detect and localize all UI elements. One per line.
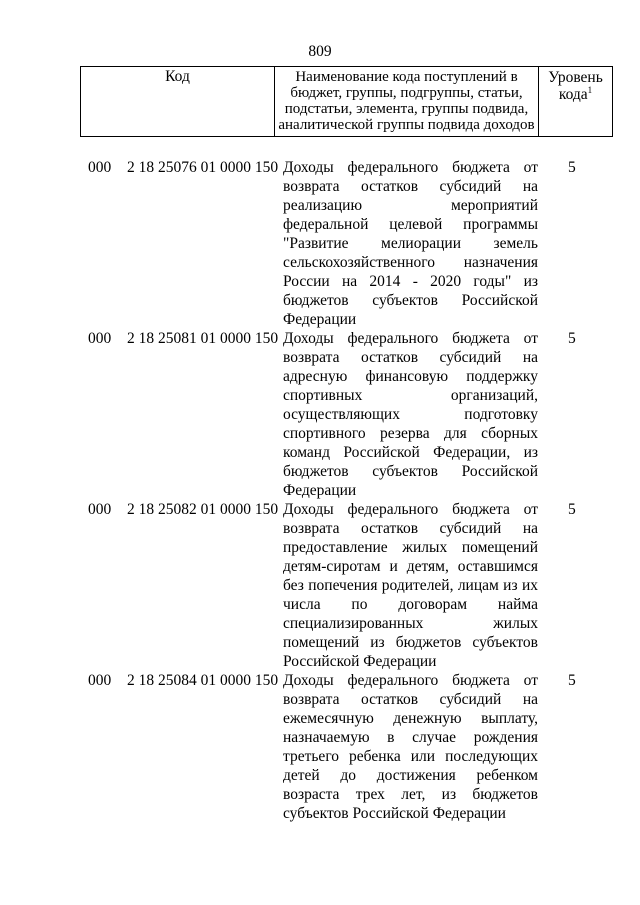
row-code: 2 18 25076 01 0000 150: [127, 159, 279, 176]
row-name: Доходы федерального бюджета от возврата остатков субсидий на предоставление жилых помещений детям-сиротам и детям, оставшимся без попечения родителей, лицам из их числа по договорам найма специализированных жилых помещений из бюджетов субъектов Российской Федерации: [283, 501, 538, 670]
row-name: Доходы федерального бюджета от возврата остатков субсидий на адресную финансовую поддержку спортивных организаций, осуществляющих подготовку спортивного резерва для сборных команд Российской Федерации, из бюджетов субъектов Российской Федерации: [283, 330, 538, 499]
table-row: [0, 158, 640, 329]
table-header: [80, 66, 613, 137]
table-row: [0, 671, 640, 823]
row-admin-code: 000: [88, 501, 112, 518]
row-admin-code: 000: [88, 672, 112, 689]
header-name: Наименование кода поступлений в бюджет, группы, подгруппы, статьи, подстатьи, элемента, группы подвида, аналитической группы подвида доходов: [275, 67, 539, 136]
header-level: [539, 67, 612, 138]
row-level: 5: [568, 672, 576, 689]
row-admin-code: 000: [88, 159, 112, 176]
row-name: Доходы федерального бюджета от возврата остатков субсидий на ежемесячную денежную выплату, назначаемую в случае рождения третьего ребенка или последующих детей до достижения ребенком возраста трех лет, из бюджетов субъектов Российской Федерации: [283, 672, 538, 822]
page-number: 809: [308, 43, 332, 60]
row-code: 2 18 25084 01 0000 150: [127, 672, 279, 689]
row-level: 5: [568, 159, 576, 176]
row-level: 5: [568, 501, 576, 518]
table-row: [0, 500, 640, 671]
row-code: 2 18 25082 01 0000 150: [127, 501, 279, 518]
row-level: 5: [568, 330, 576, 347]
row-admin-code: 000: [88, 330, 112, 347]
table-body: [0, 158, 640, 823]
row-name: Доходы федерального бюджета от возврата остатков субсидий на реализацию мероприятий федеральной целевой программы "Развитие мелиорации земель сельскохозяйственного назначения России на 2014 - 2020 годы" из бюджетов субъектов Российской Федерации: [283, 159, 538, 328]
table-row: [0, 329, 640, 500]
header-level-label: Уровень кода: [548, 69, 603, 103]
header-code: Код: [81, 67, 275, 136]
header-level-footnote: 1: [587, 84, 593, 95]
row-code: 2 18 25081 01 0000 150: [127, 330, 279, 347]
